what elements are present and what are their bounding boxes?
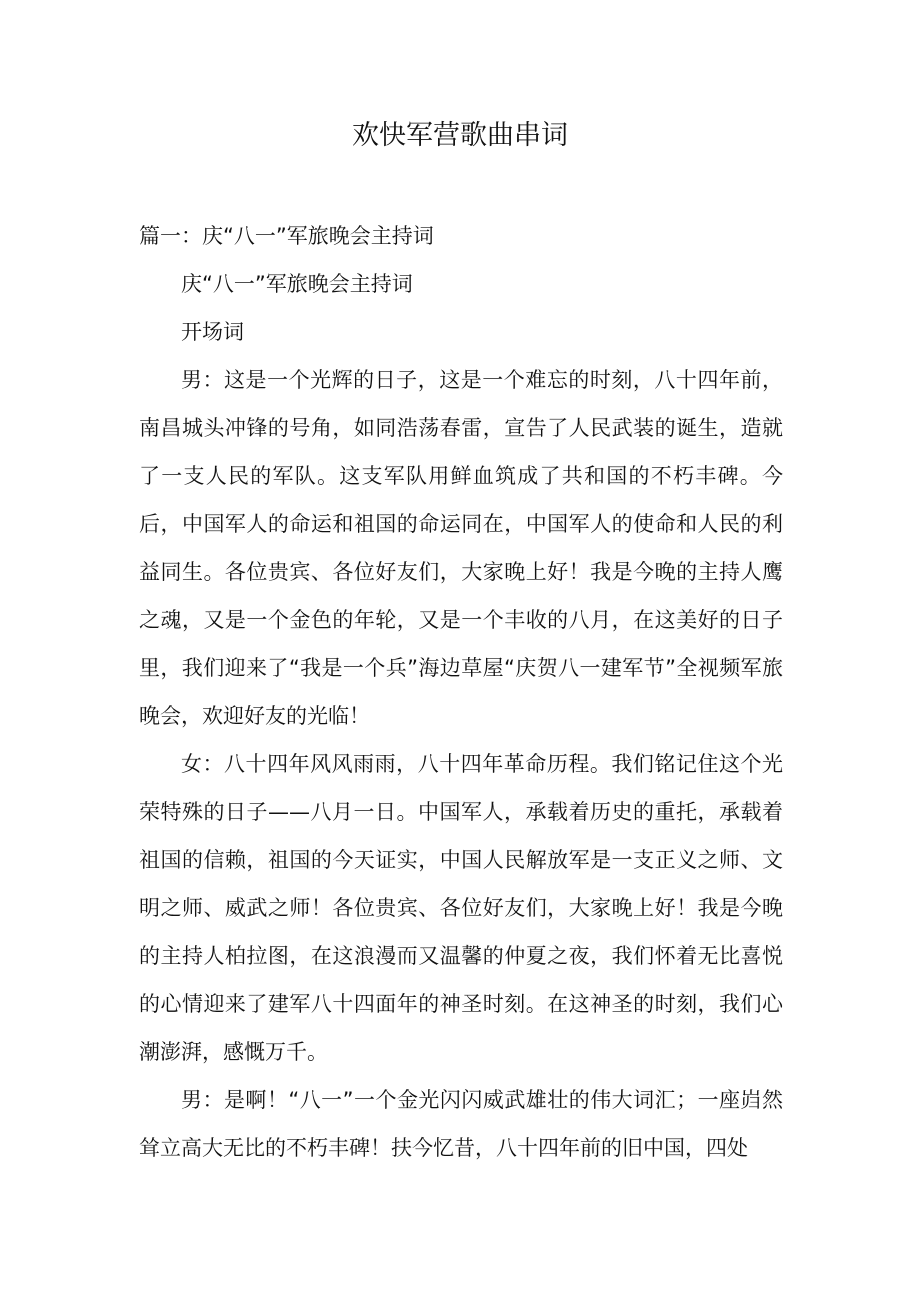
paragraph-opening-label: 开场词: [181, 320, 244, 344]
document-title: 欢快军营歌曲串词: [352, 120, 568, 151]
paragraph-male-host-2: 男：是啊！“八一”一个金光闪闪威武雄壮的伟大词汇；一座岿然耸立高大无比的不朽丰碑！扶今忆昔，八十四年前的旧中国，四处: [139, 1088, 783, 1160]
paragraph-subtitle: 庆“八一”军旅晚会主持词: [181, 272, 413, 296]
document-body: [139, 212, 783, 1172]
paragraph-male-host-1: 男：这是一个光辉的日子，这是一个难忘的时刻，八十四年前，南昌城头冲锋的号角，如同浩荡春雷，宣告了人民武装的诞生，造就了一支人民的军队。这支军队用鲜血筑成了共和国的不朽丰碑。今后，中国军人的命运和祖国的命运同在，中国军人的使命和人民的利益同生。各位贵宾、各位好友们，大家晚上好！我是今晚的主持人鹰之魂，又是一个金色的年轮，又是一个丰收的八月，在这美好的日子里，我们迎来了“我是一个兵”海边草屋“庆贺八一建军节”全视频军旅晚会，欢迎好友的光临！: [139, 368, 783, 728]
paragraph-section-heading: 篇一：庆“八一”军旅晚会主持词: [139, 224, 434, 248]
paragraph-female-host-1: 女：八十四年风风雨雨，八十四年革命历程。我们铭记住这个光荣特殊的日子——八月一日。中国军人，承载着历史的重托，承载着祖国的信赖，祖国的今天证实，中国人民解放军是一支正义之师、文明之师、威武之师！各位贵宾、各位好友们，大家晚上好！我是今晚的主持人柏拉图，在这浪漫而又温馨的仲夏之夜，我们怀着无比喜悦的心情迎来了建军八十四面年的神圣时刻。在这神圣的时刻，我们心潮澎湃，感慨万千。: [139, 752, 783, 1064]
